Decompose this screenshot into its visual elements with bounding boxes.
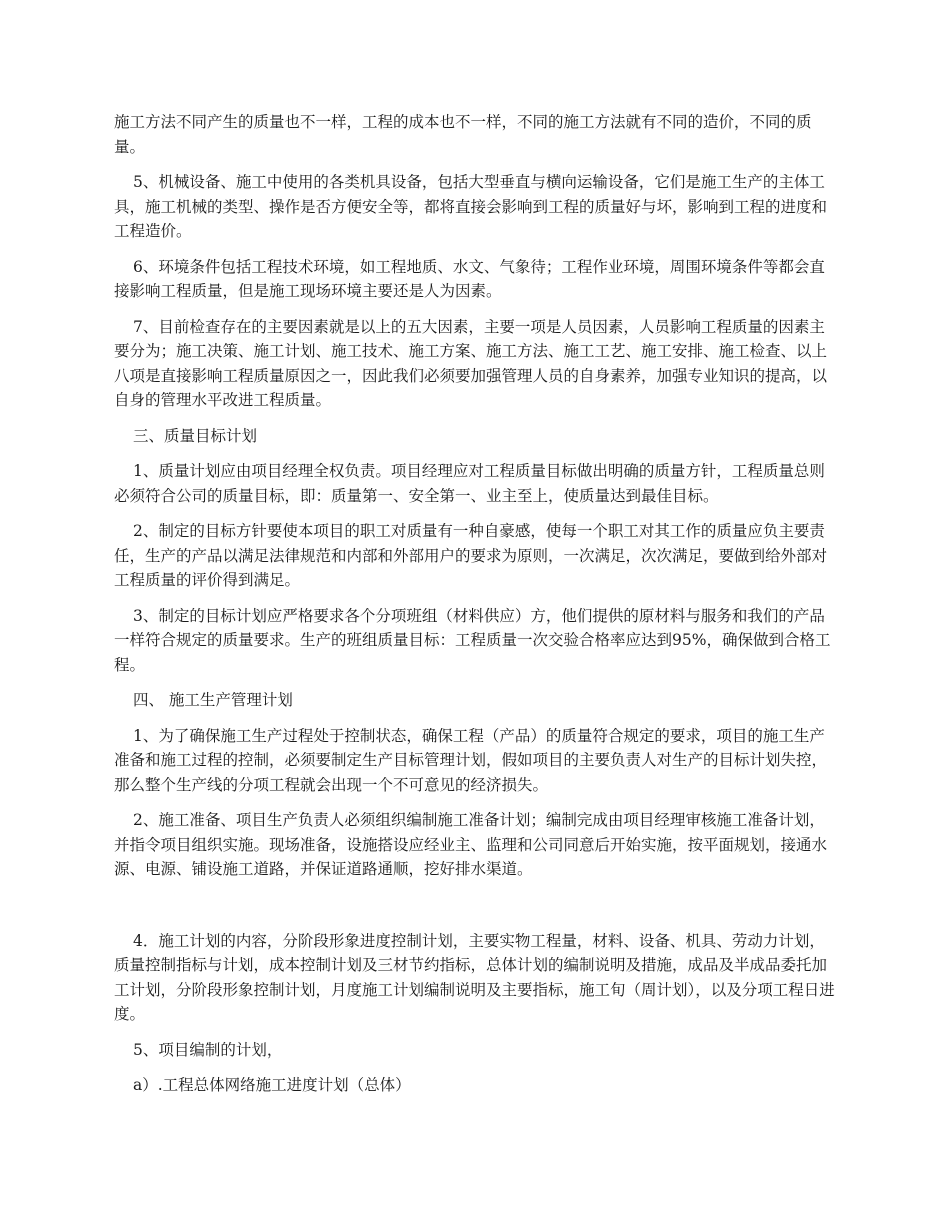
- paragraph-quality-plan-2: 2、制定的目标方针要使本项目的职工对质量有一种自豪感，使每一个职工对其工作的质量应负主要责任，生产的产品以满足法律规范和内部和外部用户的要求为原则，一次满足，次次满足，要做到给外部对工程质量的评价得到满足。: [114, 522, 828, 589]
- paragraph-quality-plan-1: 1、质量计划应由项目经理全权负责。项目经理应对工程质量目标做出明确的质量方针，工程质量总则必须符合公司的质量目标，即：质量第一、安全第一、业主至上，使质量达到最佳目标。: [114, 462, 825, 505]
- blank-space: [114, 893, 838, 929]
- section-heading-quality-target: 三、质量目标计划: [133, 426, 258, 445]
- paragraph-overall-network-schedule: a）.工程总体网络施工进度计划（总体）: [133, 1076, 411, 1094]
- paragraph-production-1: 1、为了确保施工生产过程处于控制状态，确保工程（产品）的质量符合规定的要求，项目的施工生产准备和施工过程的控制，必须要制定生产目标管理计划，假如项目的主要负责人对生产的目标计划失控，那么整个生产线的分项工程就会出现一个不可意见的经济损失。: [114, 726, 828, 794]
- paragraph-project-plans: 5、项目编制的计划，: [133, 1040, 283, 1059]
- document-page: [114, 110, 838, 1109]
- paragraph-quality-plan-3: 3、制定的目标计划应严格要求各个分项班组（材料供应）方，他们提供的原材料与服务和我们的产品一样符合规定的质量要求。生产的班组质量目标：工程质量一次交验合格率应达到95%，确保做到合格工程。: [114, 606, 831, 674]
- paragraph-machinery: 5、机械设备、施工中使用的各类机具设备，包括大型垂直与横向运输设备，它们是施工生产的主体工具，施工机械的类型、操作是否方便安全等，都将直接会影响到工程的质量好与坏，影响到工程的进度和工程造价。: [114, 173, 828, 240]
- paragraph-environment: 6、环境条件包括工程技术环境，如工程地质、水文、气象待；工程作业环境，周围环境条件等都会直接影响工程质量，但是施工现场环境主要还是人为因素。: [114, 257, 825, 300]
- paragraph-construction-method: 施工方法不同产生的质量也不一样，工程的成本也不一样，不同的施工方法就有不同的造价，不同的质量。: [114, 113, 812, 156]
- paragraph-main-factors: 7、目前检查存在的主要因素就是以上的五大因素，主要一项是人员因素，人员影响工程质量的因素主要分为；施工决策、施工计划、施工技术、施工方案、施工方法、施工工艺、施工安排、施工检查、以上八项是直接影响工程质量原因之一，因此我们必须要加强管理人员的自身素养，加强专业知识的提高，以自身的管理水平改进工程质量。: [114, 317, 828, 409]
- paragraph-production-2: 2、施工准备、项目生产负责人必须组织编制施工准备计划；编制完成由项目经理审核施工准备计划，并指令项目组织实施。现场准备，设施搭设应经业主、监理和公司同意后开始实施，按平面规划，接通水源、电源、铺设施工道路，并保证道路通顺，挖好排水渠道。: [114, 811, 828, 878]
- section-heading-production-management: 四、 施工生产管理计划: [133, 691, 293, 709]
- paragraph-construction-plan-content: 4．施工计划的内容，分阶段形象进度控制计划，主要实物工程量，材料、设备、机具、劳动力计划，质量控制指标与计划，成本控制计划及三材节约指标，总体计划的编制说明及措施，成品及半成品委托加工计划，分阶段形象控制计划，月度施工计划编制说明及主要指标，施工旬（周计划），以及分项工程日进度。: [114, 931, 835, 1023]
